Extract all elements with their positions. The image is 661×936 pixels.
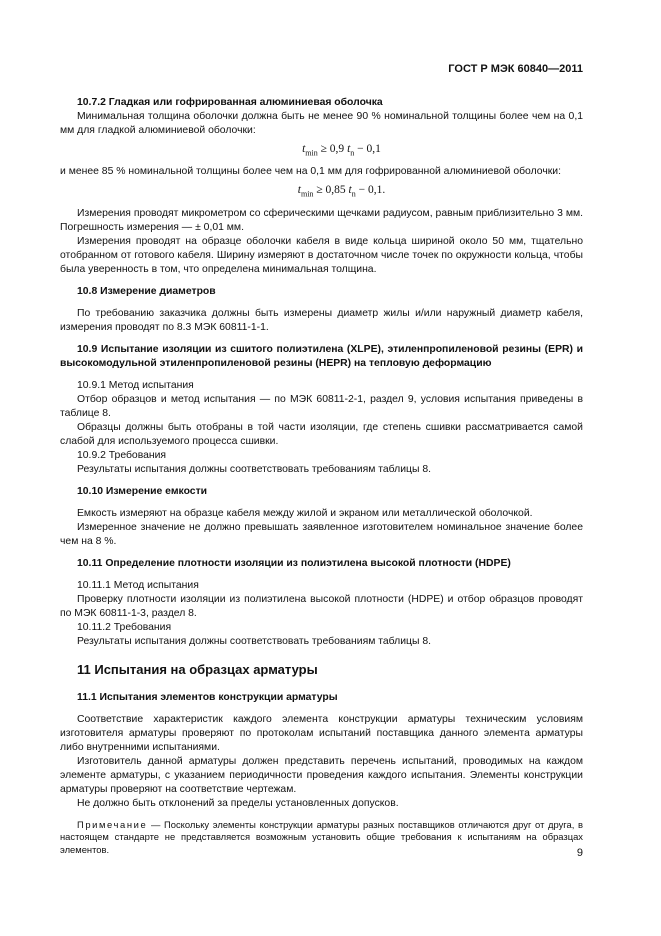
subsection-heading: 10.11.2 Требования <box>77 621 172 633</box>
note <box>60 819 583 857</box>
formula-symbol: t <box>348 184 352 197</box>
paragraph: Минимальная толщина оболочки должна быть не менее 90 % номинальной толщины более чем на 0,1 мм для гладкой алюминиевой оболочки: <box>60 111 583 136</box>
formula-text: ≥ 0,9 <box>317 143 348 155</box>
paragraph: Измерения проводят на образце оболочки кабеля в виде кольца шириной около 50 мм, тщательно отобранном от готового кабеля. Ширину измеряют в достаточном числе точек по окружности кольца, чтобы была уверенность в том, что определена минимальная толщина. <box>60 235 583 275</box>
paragraph: Не должно быть отклонений за пределы установленных допусков. <box>77 797 399 809</box>
formula-subscript: min <box>305 148 318 158</box>
section-10-7-2-heading: 10.7.2 Гладкая или гофрированная алюминиевая оболочка <box>77 97 383 108</box>
paragraph: Отбор образцов и метод испытания — по МЭК 60811-2-1, раздел 9, условия испытания приведены в таблице 8. <box>60 393 583 419</box>
formula-text: − 0,1. <box>355 184 386 197</box>
formula-text: ≥ 0,85 <box>313 184 349 197</box>
note-label: Примечание <box>77 818 148 830</box>
formula-symbol: t <box>347 143 351 155</box>
formula-subscript: min <box>300 189 314 199</box>
formula-subscript: n <box>351 189 356 199</box>
paragraph: По требованию заказчика должны быть измерены диаметр жилы и/или наружный диаметр кабеля, измерения проводят по 8.3 МЭК 60811-1-1. <box>60 307 583 333</box>
paragraph: Емкость измеряют на образце кабеля между жилой и экраном или металлической оболочкой. <box>77 507 533 519</box>
subsection-heading: 10.9.2 Требования <box>77 449 167 461</box>
paragraph: Измерения проводят микрометром со сферическими щечками радиусом, равным приблизительно 3 мм. Погрешность измерения — ± 0,01 мм. <box>60 207 583 233</box>
paragraph: Проверку плотности изоляции из полиэтилена высокой плотности (HDPE) и отбор образцов проводят по МЭК 60811-1-3, раздел 8. <box>60 593 583 619</box>
formula-symbol: t <box>297 184 301 197</box>
paragraph: Образцы должны быть отобраны в той части изоляции, где степень сшивки рассматривается самой слабой для используемого процесса сшивки. <box>60 421 583 447</box>
section-10-9-heading: 10.9 Испытание изоляции из сшитого полиэтилена (XLPE), этиленпропиленовой резины (EPR) и высокомодульной этиленпропиленовой резины (HEPR) на тепловую деформацию <box>60 343 583 369</box>
subsection-heading: 10.9.1 Метод испытания <box>77 379 194 391</box>
formula-corrugated-sheath <box>60 183 583 201</box>
formula-smooth-sheath <box>60 142 583 160</box>
document-code-header: ГОСТ Р МЭК 60840—2011 <box>448 63 583 75</box>
paragraph: Соответствие характеристик каждого элемента конструкции арматуры техническим условиям изготовителя арматуры проверяют по протоколам испытаний поставщика данного элемента арматуры либо внутренними испытаниями. <box>60 713 583 753</box>
formula-text: − 0,1 <box>354 143 381 155</box>
paragraph: и менее 85 % номинальной толщины более чем на 0,1 мм для гофрированной алюминиевой оболочки: <box>60 166 561 178</box>
section-11-1-heading: 11.1 Испытания элементов конструкции арматуры <box>77 691 338 703</box>
section-11-heading: 11 Испытания на образцах арматуры <box>77 661 318 677</box>
section-10-10-heading: 10.10 Измерение емкости <box>77 485 208 497</box>
paragraph: Измеренное значение не должно превышать заявленное изготовителем номинальное значение более чем на 8 %. <box>60 521 583 547</box>
formula-symbol: t <box>302 143 306 155</box>
paragraph: Результаты испытания должны соответствовать требованиям таблицы 8. <box>77 635 431 647</box>
subsection-heading: 10.11.1 Метод испытания <box>77 579 199 591</box>
page-content <box>60 96 583 856</box>
formula-subscript: n <box>350 148 355 158</box>
paragraph: Изготовитель данной арматуры должен представить перечень испытаний, проводимых на каждом элементе арматуры, с указанием периодичности проведения каждого испытания. Элементы конструкции арматуры проверяют на соответствие чертежам. <box>60 755 583 795</box>
section-10-11-heading: 10.11 Определение плотности изоляции из полиэтилена высокой плотности (HDPE) <box>77 557 511 569</box>
section-10-8-heading: 10.8 Измерение диаметров <box>77 285 216 297</box>
paragraph: Результаты испытания должны соответствовать требованиям таблицы 8. <box>77 463 431 475</box>
page-number: 9 <box>576 847 583 859</box>
note-text: — Поскольку элементы конструкции арматуры разных поставщиков отличаются друг от друга, в настоящем стандарте не представляется возможным установить общие требования к испытаниям на образцах элементов. <box>60 818 583 855</box>
